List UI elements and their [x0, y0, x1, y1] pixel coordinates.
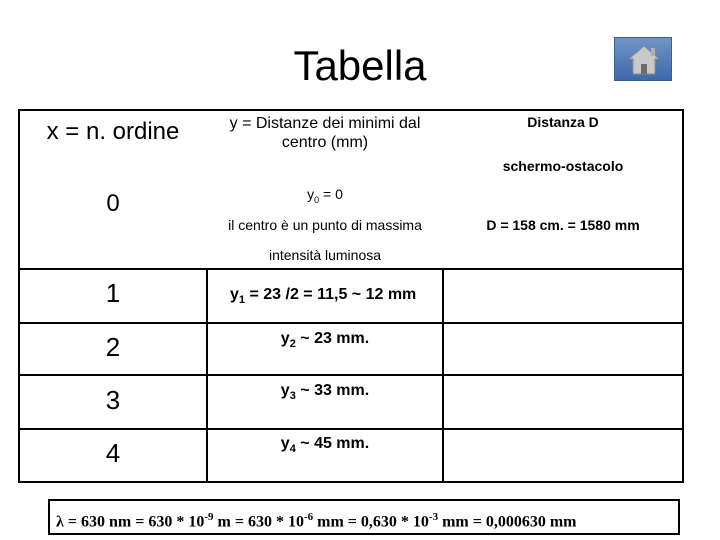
row-1-distance: $y_1 = 23$ /2 = 11,5 ~ 12 mm	[230, 286, 417, 307]
header-order: x = n. ordine	[46, 118, 180, 145]
page-title: Tabella	[293, 42, 427, 89]
row-0-note: il centro è un punto di massima	[228, 217, 422, 233]
distance-d-value: D = 158 cm. = 1580 mm	[486, 217, 640, 233]
row-3-distance: $y_3$ ~ 33 mm.	[280, 382, 370, 403]
row-2-distance: $y_2$ ~ 23 mm.	[280, 330, 370, 351]
header-distance-d-sub: schermo-ostacolo	[502, 158, 624, 174]
header-distance-d: Distanza D	[527, 114, 599, 130]
row-3-order: 3	[105, 385, 121, 415]
row-4-order: 4	[105, 438, 121, 468]
row-0-order: 0	[106, 190, 120, 217]
row-0-note-cont: intensità luminosa	[268, 247, 382, 263]
row-4-distance: $y_4$ ~ 45 mm.	[280, 435, 370, 456]
row-0-distance: $y_0 = 0$	[307, 186, 343, 205]
header-distances: y = Distanze dei minimi dal centro (mm)	[229, 115, 421, 151]
row-1-order: 1	[105, 278, 121, 308]
wavelength-formula: λ = 630 nm = $630 * 10^{-9}$ $m = 630 * 10^{-6}$ mm = $0,630 * 10^{-3}$ mm = 0,000630 mm	[48, 499, 680, 535]
row-2-order: 2	[105, 332, 121, 362]
